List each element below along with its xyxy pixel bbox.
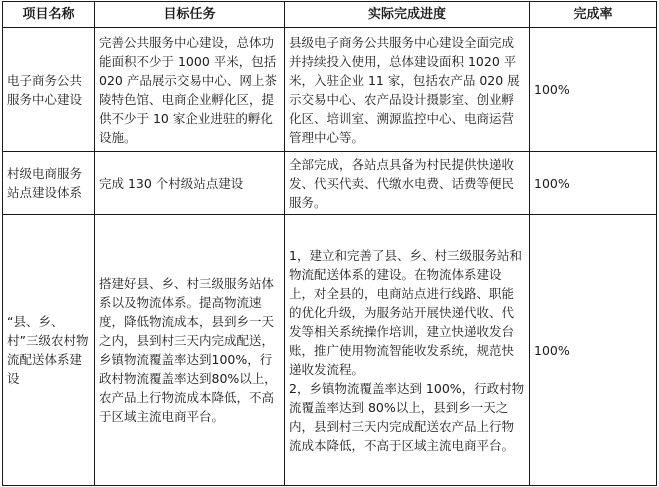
completion-rate-cell: 100% xyxy=(530,215,657,486)
header-row xyxy=(3,2,657,28)
table-row xyxy=(3,215,657,486)
project-name-cell: 电子商务公共服务中心建设 xyxy=(3,28,95,152)
header-target-task: 目标任务 xyxy=(95,2,285,28)
progress-item-2: 2，乡镇物流覆盖率达到 100%，行政村物流覆盖率达到 80%以上，县到乡一天之内，县到村三天内完成配送农产品上行物流成本降低，不高于区域主流电商平台。 xyxy=(289,380,525,453)
progress-item-1: 1，建立和完善了县、乡、村三级服务站和物流配送体系的建设。在物流体系建设上，对全县的，电商站点进行线路、职能的优化升级，为服务站开展快递代收、代发等相关系统操作培训，建立快递收发台账，推广使用物流智能收发系统，规范快递收发流程。 xyxy=(289,247,522,377)
target-task-cell: 搭建好县、乡、村三级服务站体系以及物流体系。提高物流速度，降低物流成本，县到乡一天之内，县到村三天内完成配送，乡镇物流覆盖率达到100%，行政村物流覆盖率达到80%以上，农产品上行物流成本降低，不高于区域主流电商平台。 xyxy=(95,215,285,486)
table-row xyxy=(3,28,657,152)
project-name-cell: 村级电商服务站点建设体系 xyxy=(3,152,95,215)
table-row xyxy=(3,152,657,215)
header-actual-progress: 实际完成进度 xyxy=(285,2,530,28)
actual-progress-cell: 全部完成，各站点具备为村民提供快递收发、代买代卖、代缴水电费、话费等便民服务。 xyxy=(285,152,530,215)
actual-progress-cell: 县级电子商务公共服务中心建设全面完成并持续投入使用，总体建设面积 1020 平米，入驻企业 11 家，包括农产品 020 展示交易中心、农产品设计摄影室、创业孵化区、培训室、溯源监控中心、电商运营管理中心等。 xyxy=(285,28,530,152)
target-task-cell: 完成 130 个村级站点建设 xyxy=(95,152,285,215)
header-project-name: 项目名称 xyxy=(3,2,95,28)
completion-rate-cell: 100% xyxy=(530,28,657,152)
header-completion-rate: 完成率 xyxy=(530,2,657,28)
target-task-cell: 完善公共服务中心建设，总体功能面积不少于 1000 平米，包括 020 产品展示交易中心、网上茶陵特色馆、电商企业孵化区，提供不少于 10 家企业进驻的孵化设施。 xyxy=(95,28,285,152)
project-progress-table xyxy=(2,1,657,486)
actual-progress-cell xyxy=(285,215,530,486)
completion-rate-cell: 100% xyxy=(530,152,657,215)
project-name-cell: “县、乡、村”三级农村物流配送体系建设 xyxy=(3,215,95,486)
